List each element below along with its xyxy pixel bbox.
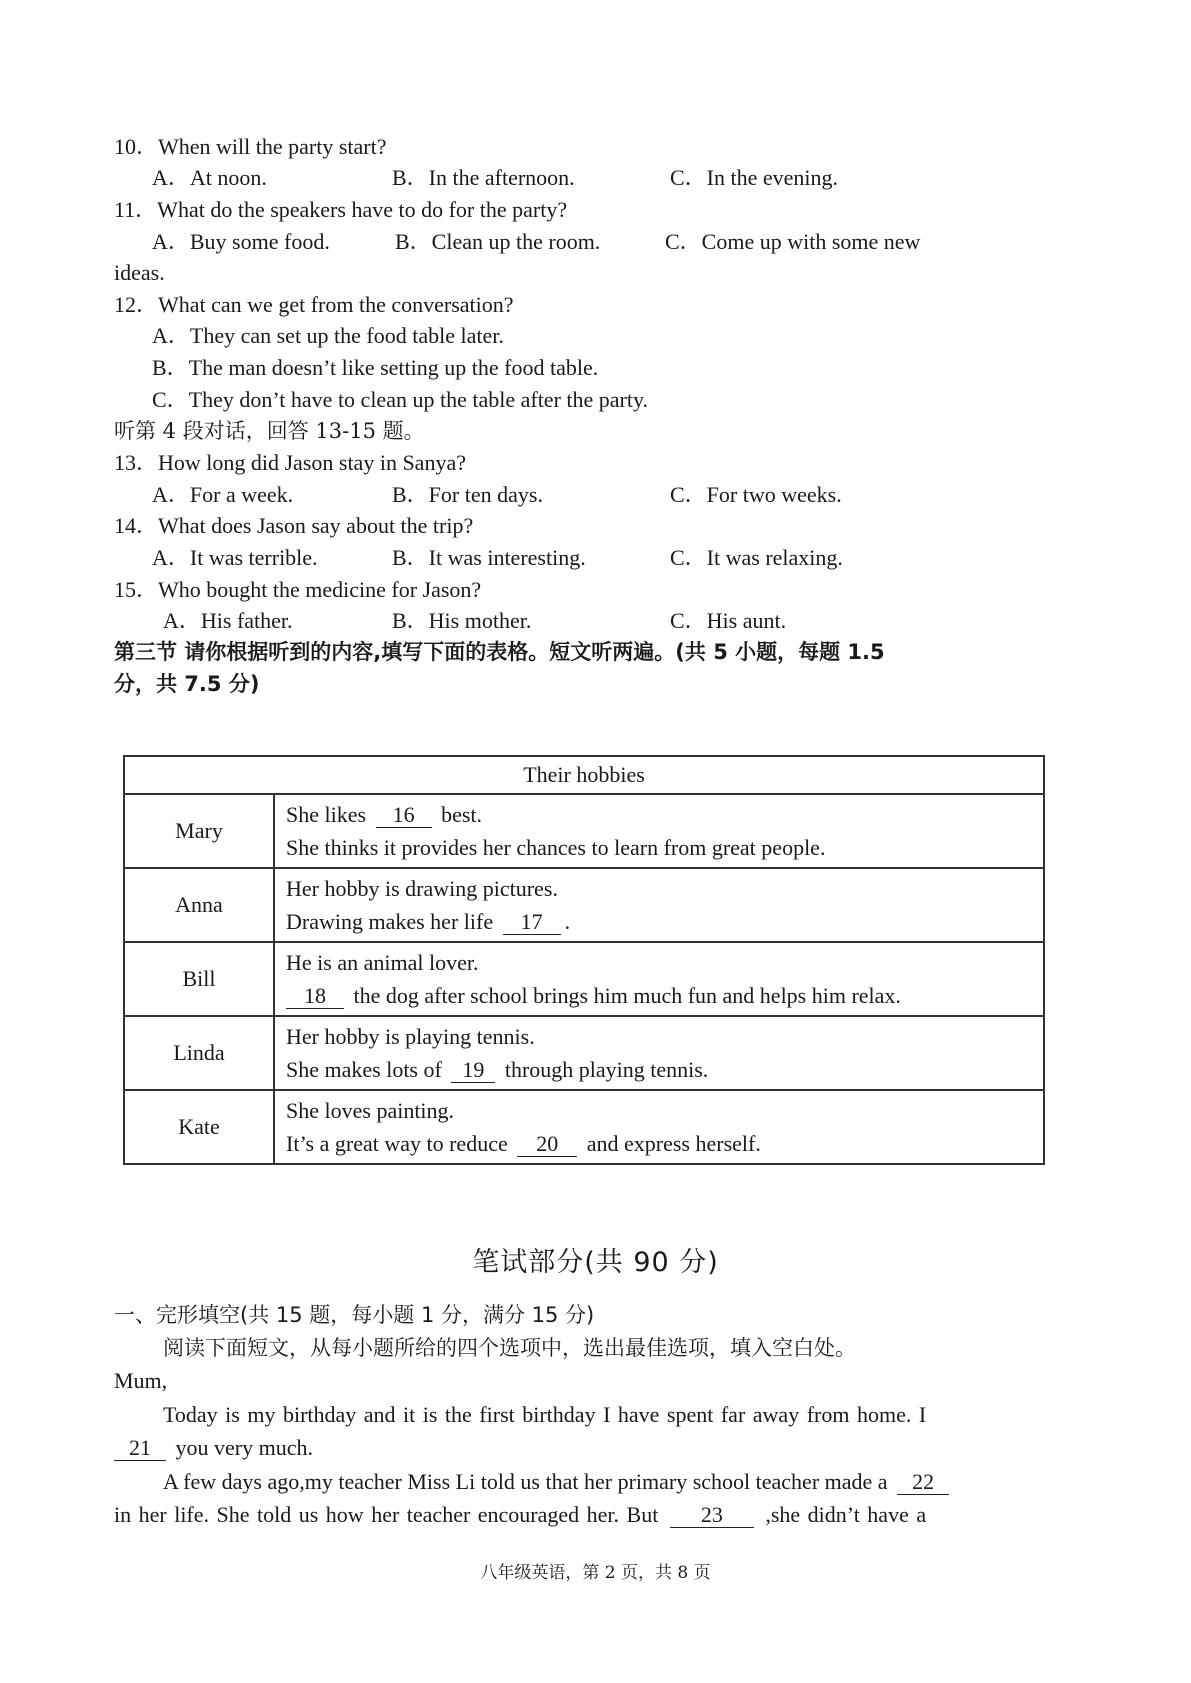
row-name: Kate (124, 1090, 274, 1164)
paragraph-2-line-1: A few days ago,my teacher Miss Li told us that her primary school teacher made a 22 (163, 1467, 953, 1497)
row-info: He is an animal lover. 18 the dog after school brings him much fun and helps him relax. (274, 942, 1044, 1016)
row-name: Linda (124, 1016, 274, 1090)
blank-22: 22 (897, 1470, 949, 1495)
section-3-heading-line-1: 第三节 请你根据听到的内容,填写下面的表格。短文听两遍。(共 5 小题，每题 1.5 (114, 640, 885, 664)
table-row (124, 868, 1044, 942)
question-13-option-b: B．For ten days. (392, 482, 543, 507)
blank-18: 18 (286, 984, 344, 1009)
table-row (124, 942, 1044, 1016)
letter-salutation: Mum, (114, 1368, 168, 1393)
row-info: She likes 16 best. She thinks it provides her chances to learn from great people. (274, 794, 1044, 868)
paragraph-2-line-2: in her life. She told us how her teacher encouraged her. But 23 ,she didn’t have a (114, 1502, 927, 1527)
dialogue-4-instruction: 听第 4 段对话，回答 13-15 题。 (114, 419, 425, 443)
question-11-option-b: B．Clean up the room. (395, 229, 601, 254)
row-name: Bill (124, 942, 274, 1016)
paragraph-1-line-2: 21 you very much. (114, 1433, 313, 1463)
question-11-stem: 11．What do the speakers have to do for the party? (114, 197, 568, 222)
blank-17: 17 (503, 910, 561, 935)
question-13-stem: 13．How long did Jason stay in Sanya? (114, 450, 466, 475)
cloze-heading: 一、完形填空(共 15 题，每小题 1 分，满分 15 分) (114, 1303, 595, 1327)
question-13-option-c: C．For two weeks. (670, 482, 842, 507)
question-15-option-a: A．His father. (163, 608, 293, 633)
cloze-instruction: 阅读下面短文，从每小题所给的四个选项中，选出最佳选项，填入空白处。 (163, 1336, 856, 1360)
question-10-option-c: C．In the evening. (670, 165, 839, 190)
row-info: Her hobby is playing tennis. She makes lots of 19 through playing tennis. (274, 1016, 1044, 1090)
page-footer: 八年级英语，第 2 页，共 8 页 (480, 1563, 711, 1583)
question-14-option-c: C．It was relaxing. (670, 545, 843, 570)
question-10-option-b: B．In the afternoon. (392, 165, 575, 190)
table-row (124, 794, 1044, 868)
table-row (124, 1016, 1044, 1090)
written-part-title: 笔试部分(共 90 分) (472, 1247, 719, 1278)
question-10-option-a: A．At noon. (152, 165, 267, 190)
question-11-option-c-continued: ideas. (114, 260, 165, 285)
row-name: Mary (124, 794, 274, 868)
question-10-stem: 10．When will the party start? (114, 134, 387, 159)
blank-21: 21 (114, 1436, 166, 1461)
question-14-option-b: B．It was interesting. (392, 545, 586, 570)
question-14-option-a: A．It was terrible. (152, 545, 318, 570)
question-12-option-b: B．The man doesn’t like setting up the food table. (152, 355, 599, 380)
blank-19: 19 (451, 1058, 495, 1083)
question-13-option-a: A．For a week. (152, 482, 294, 507)
question-15-option-c: C．His aunt. (670, 608, 787, 633)
table-row (124, 1090, 1044, 1164)
blank-16: 16 (376, 803, 432, 828)
question-11-option-a: A．Buy some food. (152, 229, 330, 254)
table-header: Their hobbies (124, 756, 1044, 794)
question-12-option-a: A．They can set up the food table later. (152, 323, 504, 348)
question-12-stem: 12．What can we get from the conversation? (114, 292, 514, 317)
blank-23: 23 (670, 1503, 754, 1528)
question-11-option-c: C．Come up with some new (665, 229, 921, 254)
row-info: Her hobby is drawing pictures. Drawing makes her life 17 . (274, 868, 1044, 942)
hobbies-table (123, 755, 1045, 1165)
row-name: Anna (124, 868, 274, 942)
blank-20: 20 (517, 1132, 577, 1157)
question-15-stem: 15．Who bought the medicine for Jason? (114, 577, 482, 602)
paragraph-1-line-1: Today is my birthday and it is the first birthday I have spent far away from home. I (163, 1402, 927, 1427)
question-14-stem: 14．What does Jason say about the trip? (114, 513, 474, 538)
section-3-heading-line-2: 分，共 7.5 分) (114, 672, 260, 696)
question-12-option-c: C．They don’t have to clean up the table after the party. (152, 387, 649, 412)
row-info: She loves painting. It’s a great way to reduce 20 and express herself. (274, 1090, 1044, 1164)
question-15-option-b: B．His mother. (392, 608, 532, 633)
